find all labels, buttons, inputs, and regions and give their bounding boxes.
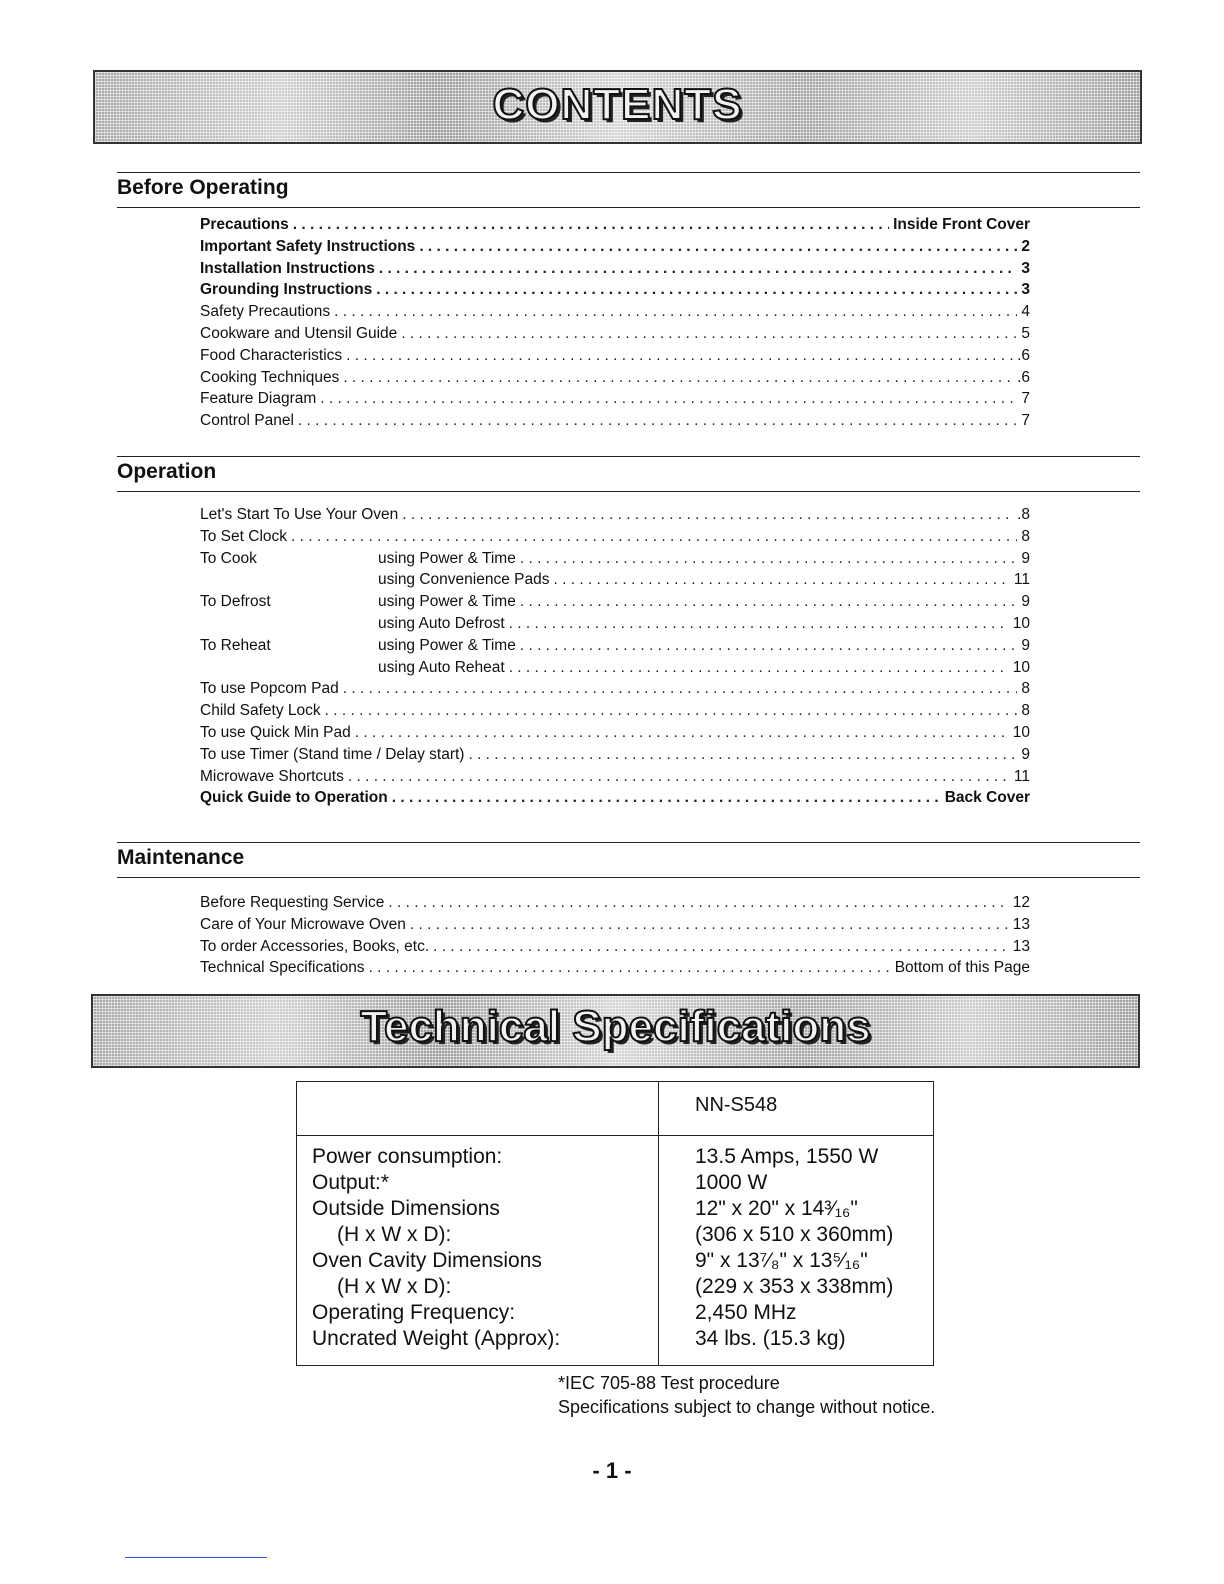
dot-leader <box>291 526 1017 548</box>
toc-entry-label: Feature Diagram <box>200 390 317 408</box>
toc-entry-label: Cooking Techniques <box>200 368 340 386</box>
toc-entry-page: 10 <box>1012 614 1030 632</box>
toc-entry-sublabel: using Auto Reheat <box>378 658 505 676</box>
toc-entry-label: Let's Start To Use Your Oven <box>200 506 399 523</box>
toc-entry-page: Inside Front Cover <box>893 216 1030 233</box>
dot-leader <box>509 613 1009 635</box>
spec-value: 2,450 MHz <box>695 1301 797 1324</box>
dot-leader <box>343 678 1018 700</box>
spec-value: 12" x 20" x 14³⁄₁₆" <box>695 1197 858 1220</box>
toc-entry-page: .6 <box>1017 368 1030 386</box>
dot-leader <box>433 936 1009 958</box>
specs-title: Technical Specifications <box>360 1002 871 1051</box>
disclaimer-note: Specifications subject to change without notice. <box>558 1397 936 1417</box>
dot-leader <box>334 301 1017 323</box>
section-heading: Maintenance <box>117 846 245 869</box>
toc-entry-label: Installation Instructions <box>200 259 375 277</box>
toc-entry-label: Before Requesting Service <box>200 894 385 911</box>
toc-entry <box>200 504 1030 526</box>
toc-entry-label: Technical Specifications <box>200 959 365 977</box>
toc-entry-label: Important Safety Instructions <box>200 237 416 255</box>
dot-leader <box>520 591 1018 613</box>
toc-entry-page: 9 <box>1021 593 1030 611</box>
toc-entry <box>200 388 1030 410</box>
spec-value: 9" x 13⁷⁄₈" x 13⁵⁄₁₆" <box>695 1249 868 1272</box>
toc-entry-page: .6 <box>1017 346 1030 364</box>
dot-leader <box>388 892 1008 914</box>
dot-leader <box>401 323 1017 345</box>
toc-entry-sublabel: using Power & Time <box>378 636 516 654</box>
toc-entry-page: 12 <box>1012 894 1030 911</box>
section-heading: Operation <box>117 460 217 483</box>
spec-label: Output:* <box>312 1171 390 1194</box>
toc-entry <box>200 345 1030 367</box>
toc-entry <box>200 914 1030 936</box>
dot-leader <box>355 722 1009 744</box>
toc-entry-page: 8 <box>1021 702 1030 720</box>
toc-entry-page: 9 <box>1021 636 1030 654</box>
spec-value: (229 x 353 x 338mm) <box>695 1275 894 1298</box>
toc-entry-page: Bottom of this Page <box>894 959 1030 977</box>
contents-title: CONTENTS <box>492 80 743 129</box>
toc-entry-label: Care of Your Microwave Oven <box>200 915 406 933</box>
toc-entry <box>200 678 1030 700</box>
toc-entry <box>200 766 1030 788</box>
dot-leader <box>379 258 1018 280</box>
dot-leader <box>346 345 1013 367</box>
toc-entry <box>200 635 1030 657</box>
dot-leader <box>298 410 1017 432</box>
spec-value: (306 x 510 x 360mm) <box>695 1223 894 1246</box>
toc-entry-label: To Set Clock <box>200 527 288 545</box>
toc-entry-label: Food Characteristics <box>200 346 343 364</box>
toc-entry-page: 7 <box>1021 412 1030 430</box>
toc-entry-page: 3 <box>1021 259 1030 277</box>
toc-list-before-operating <box>200 214 1030 432</box>
toc-entry-label: Microwave Shortcuts <box>200 767 344 785</box>
toc-entry <box>200 258 1030 280</box>
toc-entry-page: 13 <box>1012 915 1030 933</box>
dot-leader <box>293 214 889 236</box>
contents-banner <box>93 70 1142 144</box>
toc-entry-page: 9 <box>1021 549 1030 567</box>
spec-label: Power consumption: <box>312 1145 503 1168</box>
dot-leader <box>520 548 1018 570</box>
spec-label: Oven Cavity Dimensions <box>312 1249 542 1272</box>
toc-entry-page: 4 <box>1021 303 1030 321</box>
toc-entry-label: To use Timer (Stand time / Delay start) <box>200 745 465 763</box>
toc-entry <box>200 744 1030 766</box>
test-note: *IEC 705-88 Test procedure <box>558 1373 780 1393</box>
dot-leader <box>376 279 1017 301</box>
dot-leader <box>553 569 1009 591</box>
toc-entry-page: 7 <box>1021 390 1030 408</box>
spec-values <box>695 1144 893 1352</box>
spec-table <box>296 1081 934 1366</box>
toc-entry <box>200 323 1030 345</box>
toc-entry-label: To use Quick Min Pad <box>200 723 351 741</box>
toc-entry-label: To use Popcom Pad <box>200 680 339 698</box>
dot-leader <box>410 914 1009 936</box>
section-maintenance <box>117 842 1140 878</box>
toc-entry-label <box>200 657 378 679</box>
spec-label: Uncrated Weight (Approx): <box>312 1327 561 1350</box>
section-heading: Before Operating <box>117 176 289 199</box>
dot-leader <box>419 236 1017 258</box>
toc-entry <box>200 722 1030 744</box>
dot-leader <box>369 957 891 979</box>
dot-leader <box>402 504 1013 526</box>
toc-entry-label: To Reheat <box>200 636 271 654</box>
toc-entry <box>200 367 1030 389</box>
spec-value: 13.5 Amps, 1550 W <box>695 1145 879 1168</box>
dot-leader <box>325 700 1018 722</box>
spec-label: (H x W x D): <box>337 1275 452 1298</box>
toc-entry-label <box>200 613 378 635</box>
dot-leader <box>348 766 1010 788</box>
toc-entry <box>200 214 1030 236</box>
toc-entry <box>200 526 1030 548</box>
toc-entry <box>200 957 1030 979</box>
section-before-operating <box>117 172 1140 208</box>
toc-entry <box>200 892 1030 914</box>
specs-banner <box>91 994 1140 1068</box>
toc-entry-label: Cookware and Utensil Guide <box>200 324 398 342</box>
spec-label: (H x W x D): <box>337 1223 452 1246</box>
toc-entry-page: 11 <box>1013 571 1030 589</box>
spec-value: 1000 W <box>695 1171 768 1194</box>
toc-entry <box>200 936 1030 958</box>
toc-entry-page: .8 <box>1017 506 1030 523</box>
dot-leader <box>520 635 1018 657</box>
spec-label: Outside Dimensions <box>312 1197 500 1220</box>
toc-entry <box>200 591 1030 613</box>
toc-entry-page: 8 <box>1021 527 1030 545</box>
footer-divider <box>125 1557 267 1558</box>
toc-entry <box>200 569 1030 591</box>
toc-entry-sublabel: using Auto Defrost <box>378 614 505 632</box>
toc-entry-page: 10 <box>1012 723 1030 741</box>
toc-entry-label: Safety Precautions <box>200 303 331 321</box>
toc-entry-page: 8 <box>1021 680 1030 698</box>
toc-entry-sublabel: using Convenience Pads <box>378 571 550 589</box>
dot-leader <box>343 367 1013 389</box>
toc-entry-label: Control Panel <box>200 412 294 430</box>
toc-entry <box>200 410 1030 432</box>
toc-list-maintenance <box>200 892 1030 979</box>
toc-entry <box>200 548 1030 570</box>
spec-label: Operating Frequency: <box>312 1301 516 1324</box>
toc-entry-page: 2 <box>1021 237 1030 255</box>
toc-entry-page: Back Cover <box>944 789 1030 807</box>
toc-entry-page: 3 <box>1021 281 1030 299</box>
toc-entry-label: Quick Guide to Operation <box>200 789 388 807</box>
toc-list-operation <box>200 504 1030 809</box>
toc-entry-label: To Cook <box>200 549 257 567</box>
toc-entry <box>200 301 1030 323</box>
toc-entry-sublabel: using Power & Time <box>378 549 516 567</box>
toc-entry-label: Child Safety Lock <box>200 702 321 720</box>
toc-entry <box>200 279 1030 301</box>
toc-entry-label: Grounding Instructions <box>200 281 373 299</box>
page-number: - 1 - <box>592 1458 632 1483</box>
dot-leader <box>392 787 941 809</box>
model-number: NN-S548 <box>695 1094 778 1116</box>
toc-entry-page: 9 <box>1021 745 1030 763</box>
spec-labels <box>312 1144 560 1352</box>
section-operation <box>117 456 1140 492</box>
toc-entry <box>200 787 1030 809</box>
toc-entry <box>200 236 1030 258</box>
toc-entry <box>200 657 1030 679</box>
toc-entry-page: 5 <box>1021 324 1030 342</box>
toc-entry-label: Precautions <box>200 216 289 233</box>
toc-entry-page: 13 <box>1012 937 1030 955</box>
spec-value: 34 lbs. (15.3 kg) <box>695 1327 846 1350</box>
toc-entry-page: 10 <box>1012 658 1030 676</box>
dot-leader <box>320 388 1017 410</box>
toc-entry-label: To Defrost <box>200 593 271 611</box>
toc-entry <box>200 700 1030 722</box>
dot-leader <box>468 744 1017 766</box>
toc-entry-page: 11 <box>1013 767 1030 785</box>
dot-leader <box>509 657 1009 679</box>
toc-entry-label: To order Accessories, Books, etc. <box>200 937 430 955</box>
toc-entry <box>200 613 1030 635</box>
toc-entry-label <box>200 569 378 591</box>
toc-entry-sublabel: using Power & Time <box>378 593 516 611</box>
